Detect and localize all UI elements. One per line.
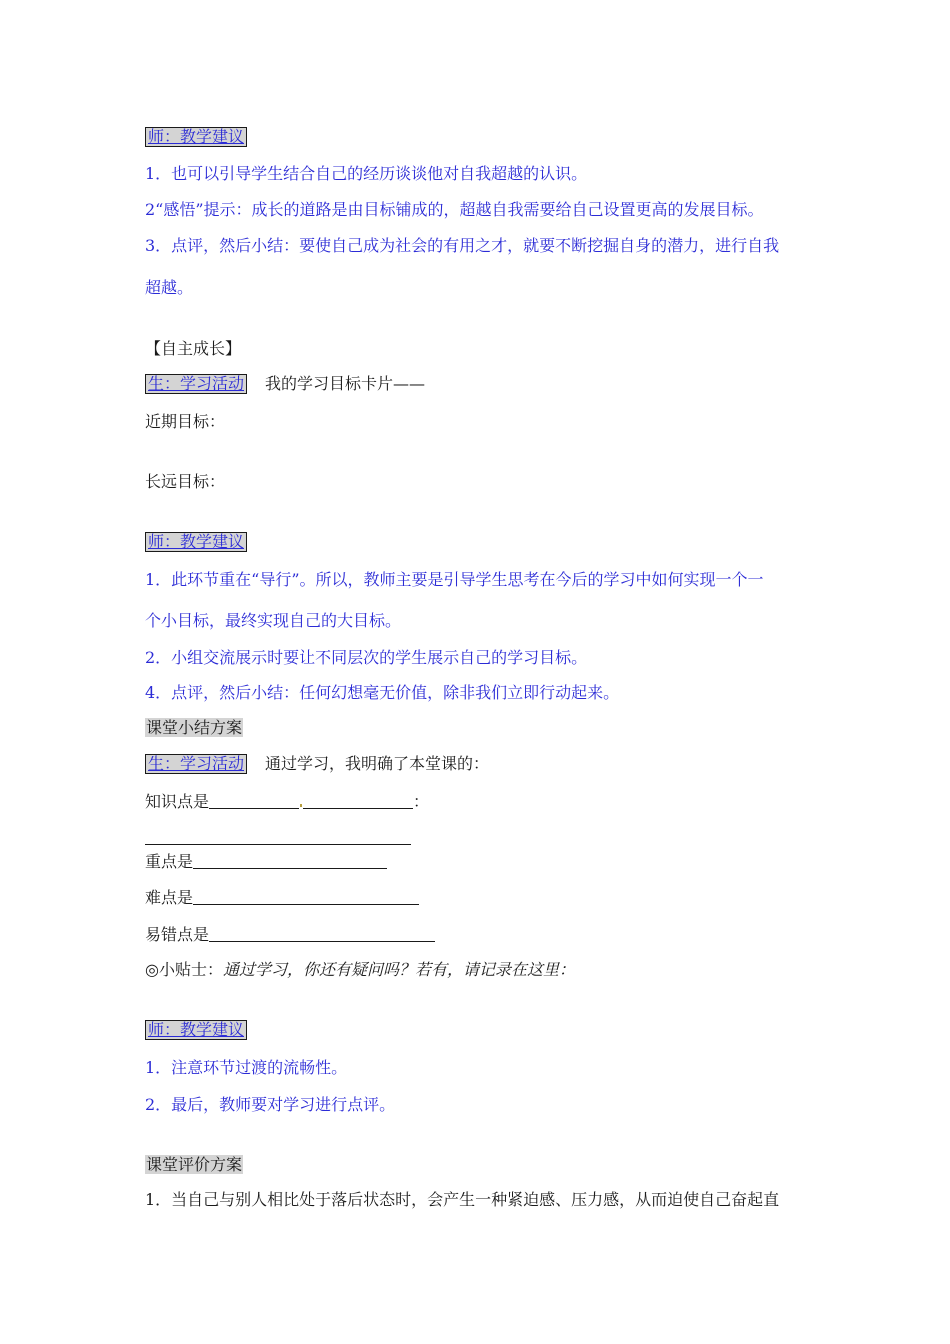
summary-heading-text: 课堂小结方案 — [146, 718, 243, 737]
long-goal-label: 长远目标： — [145, 472, 226, 491]
summary-activity-row — [145, 754, 489, 774]
teacher-tag: 师：教学建议 — [145, 532, 247, 552]
teacher-suggestion-heading-2 — [145, 532, 247, 552]
suggestion-item: 3．点评，然后小结：要使自己成为社会的有用之才，就要不断挖掘自身的潜力，进行自我 — [145, 236, 780, 255]
suggestion-item: 2“感悟”提示：成长的道路是由目标铺成的，超越自我需要给自己设置更高的发展目标。 — [145, 200, 764, 219]
suggestion-item: 超越。 — [145, 278, 194, 297]
teacher-suggestion-heading-1 — [145, 127, 247, 147]
suggestion-item: 1．此环节重在“导行”。所以，教师主要是引导学生思考在今后的学习中如何实现一个一 — [145, 570, 764, 589]
fill-blank[interactable] — [193, 888, 419, 905]
suggestion-item: 4．点评，然后小结：任何幻想毫无价值，除非我们立即行动起来。 — [145, 683, 620, 702]
mark-dot — [300, 804, 302, 807]
near-goal-label: 近期目标： — [145, 412, 226, 431]
suggestion-item: 2．最后，教师要对学习进行点评。 — [145, 1095, 396, 1114]
fill-blank[interactable] — [303, 792, 413, 809]
teacher-tag: 师：教学建议 — [145, 127, 247, 147]
student-tag: 生：学习活动 — [145, 374, 247, 394]
tip-text: 通过学习，你还有疑问吗？若有，请记录在这里： — [222, 960, 575, 979]
knowledge-end: ： — [413, 792, 430, 811]
knowledge-label: 知识点是 — [145, 792, 210, 811]
growth-heading: 【自主成长】 — [145, 339, 242, 358]
teacher-tag: 师：教学建议 — [145, 1020, 247, 1040]
evaluation-item: 1．当自己与别人相比处于落后状态时，会产生一种紧迫感、压力感，从而迫使自己奋起直 — [145, 1190, 780, 1209]
error-prone-label: 易错点是 — [145, 925, 210, 944]
fill-blank[interactable] — [209, 925, 435, 942]
suggestion-item: 1．也可以引导学生结合自己的经历谈谈他对自我超越的认识。 — [145, 164, 588, 183]
activity-text: 我的学习目标卡片—— — [265, 374, 426, 393]
teacher-suggestion-heading-3 — [145, 1020, 247, 1040]
tip-label: ◎小贴士： — [145, 960, 223, 979]
student-tag: 生：学习活动 — [145, 754, 247, 774]
key-label: 重点是 — [145, 852, 194, 871]
difficult-row — [145, 888, 419, 908]
evaluation-heading — [145, 1155, 243, 1175]
error-prone-row — [145, 925, 435, 945]
growth-activity-row — [145, 374, 425, 394]
evaluation-heading-text: 课堂评价方案 — [146, 1155, 243, 1174]
activity-text: 通过学习，我明确了本堂课的： — [265, 754, 490, 773]
fill-blank[interactable] — [209, 792, 299, 809]
fill-line[interactable] — [145, 844, 411, 845]
difficult-label: 难点是 — [145, 888, 194, 907]
suggestion-item: 1．注意环节过渡的流畅性。 — [145, 1058, 348, 1077]
key-row — [145, 852, 387, 872]
knowledge-row — [145, 792, 429, 812]
summary-heading — [145, 718, 243, 738]
fill-blank[interactable] — [193, 852, 387, 869]
suggestion-item: 2．小组交流展示时要让不同层次的学生展示自己的学习目标。 — [145, 648, 588, 667]
tip-row — [145, 960, 575, 980]
suggestion-item: 个小目标，最终实现自己的大目标。 — [145, 611, 402, 630]
